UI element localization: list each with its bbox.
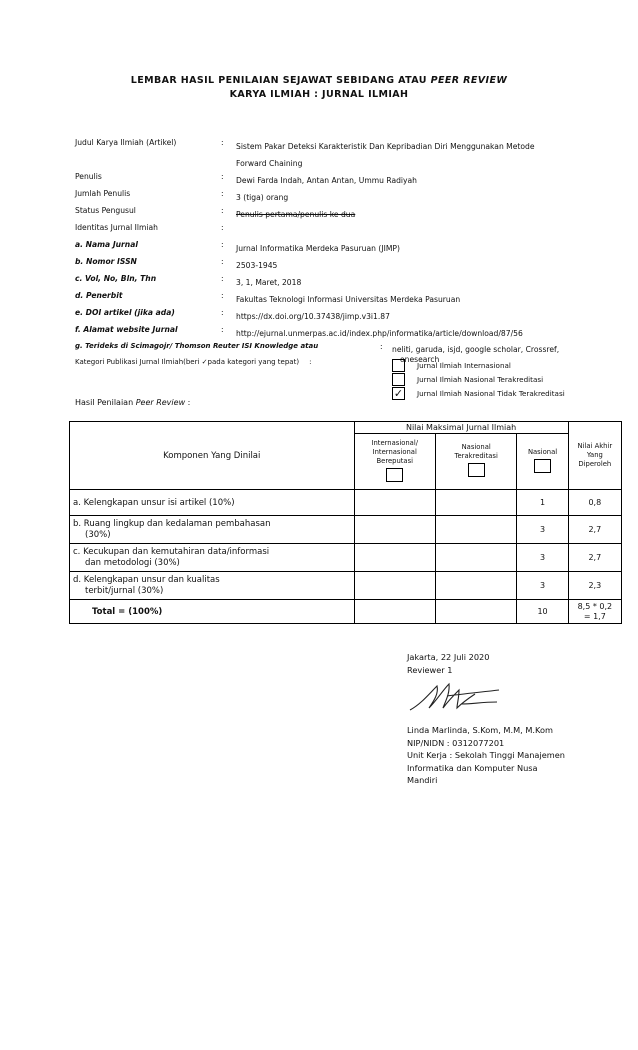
- hasil-prefix: Hasil Penilaian: [75, 398, 136, 407]
- penilaian-table: [69, 421, 622, 624]
- reviewer-unit-2: Informatika dan Komputer Nusa: [407, 762, 538, 773]
- table-total-row: [70, 600, 622, 624]
- col-nasional-terakreditasi-label: Nasional Terakreditasi: [454, 443, 498, 460]
- reviewer-unit-3: Mandiri: [407, 775, 438, 785]
- checkbox-col-nasional[interactable]: [534, 459, 551, 473]
- checkbox-internasional[interactable]: [392, 359, 405, 372]
- kategori-options: [392, 358, 565, 400]
- row-label-1: b. Ruang lingkup dan kedalaman pembahasan: [73, 518, 271, 529]
- info-section: [75, 138, 615, 364]
- place-date: Jakarta, 22 Juli 2020: [407, 652, 490, 662]
- cell-empty: [354, 572, 435, 600]
- kategori-option: [392, 386, 565, 400]
- row-label-2: terbit/jurnal (30%): [85, 585, 164, 596]
- vol-value: 3, 1, Maret, 2018: [236, 278, 302, 287]
- status-label: Status Pengusul: [75, 206, 136, 215]
- row-label: [70, 572, 355, 600]
- alamat-value[interactable]: http://ejurnal.unmerpas.ac.id/index.php/informatika/article/download/87/56: [236, 329, 523, 338]
- checkbox-col-internasional[interactable]: [386, 468, 403, 482]
- col-internasional-label: Internasional/ Internasional Bereputasi: [371, 438, 419, 465]
- row-label-1: d. Kelengkapan unsur dan kualitas: [73, 574, 220, 585]
- alamat-label: f. Alamat website Jurnal: [75, 325, 178, 334]
- doi-label: e. DOI artikel (jika ada): [75, 308, 175, 317]
- table-header-row: [70, 422, 622, 434]
- cell-nasional: 3: [517, 544, 568, 572]
- colon: :: [380, 342, 383, 351]
- signature-top: [407, 651, 489, 676]
- vol-label: c. Vol, No, Bln, Thn: [75, 274, 157, 283]
- row-label: [70, 544, 355, 572]
- total-akhir-1: 8,5 * 0,2: [577, 601, 613, 611]
- kategori-label: [75, 358, 311, 366]
- total-nasional: 10: [517, 600, 568, 624]
- cell-empty: [354, 544, 435, 572]
- row-judul: [75, 138, 615, 172]
- jumlah-value: 3 (tiga) orang: [236, 193, 289, 202]
- row-nama-jurnal: [75, 240, 615, 257]
- cell-akhir: 2,7: [568, 516, 621, 544]
- cell-akhir: 2,3: [568, 572, 621, 600]
- colon: :: [221, 291, 224, 300]
- terindeks-value-1: neliti, garuda, isjd, google scholar, Crossref,: [392, 345, 560, 354]
- penerbit-value: Fakultas Teknologi Informasi Universitas Merdeka Pasuruan: [236, 295, 461, 304]
- status-value: Penulis pertama/penulis ke dua: [236, 210, 356, 219]
- colon: :: [309, 358, 312, 366]
- cell-nasional: 3: [517, 572, 568, 600]
- issn-value: 2503-1945: [236, 261, 278, 270]
- table-row: [70, 490, 622, 516]
- table-row: [70, 516, 622, 544]
- colon: :: [221, 240, 224, 249]
- row-alamat: [75, 325, 615, 342]
- row-vol: [75, 274, 615, 291]
- penulis-label: Penulis: [75, 172, 102, 181]
- cell-empty: [435, 600, 516, 624]
- page-subtitle: KARYA ILMIAH : JURNAL ILMIAH: [229, 89, 409, 100]
- nama-value: Jurnal Informatika Merdeka Pasuruan (JIMP): [236, 244, 400, 253]
- nilai-akhir-header: Nilai Akhir Yang Diperoleh: [568, 422, 621, 490]
- terindeks-value-2: onesearch: [400, 355, 440, 364]
- cell-nasional: 3: [517, 516, 568, 544]
- row-status: [75, 206, 615, 223]
- komponen-header: Komponen Yang Dinilai: [70, 422, 355, 490]
- row-issn: [75, 257, 615, 274]
- nama-label: a. Nama Jurnal: [75, 240, 138, 249]
- colon: :: [221, 325, 224, 334]
- signature-image: [407, 680, 502, 714]
- signature-bottom: [407, 724, 565, 787]
- option-label: Jurnal Ilmiah Nasional Terakreditasi: [417, 374, 544, 384]
- row-label-1: c. Kecukupan dan kemutahiran data/informasi: [73, 546, 270, 557]
- row-jumlah: [75, 189, 615, 206]
- row-doi: [75, 308, 615, 325]
- colon: :: [221, 138, 224, 147]
- row-label-2: (30%): [85, 529, 111, 540]
- terindeks-label: g. Terideks di Scimagojr/ Thomson Reuter ISI Knowledge atau: [75, 342, 319, 350]
- checkbox-col-nasional-terakreditasi[interactable]: [468, 463, 485, 477]
- total-akhir-2: = 1,7: [583, 611, 606, 621]
- judul-value-1: Sistem Pakar Deteksi Karakteristik Dan Kepribadian Diri Menggunakan Metode: [236, 142, 535, 151]
- colon: :: [221, 257, 224, 266]
- colon: :: [221, 274, 224, 283]
- cell-empty: [354, 600, 435, 624]
- cell-empty: [435, 490, 516, 516]
- cell-empty: [435, 544, 516, 572]
- page-title: [0, 75, 638, 86]
- reviewer-name: Linda Marlinda, S.Kom, M.M, M.Kom: [407, 725, 553, 735]
- option-label: Jurnal Ilmiah Nasional Tidak Terakreditasi: [417, 388, 565, 398]
- hasil-suffix: :: [185, 398, 191, 407]
- reviewer-label: Reviewer 1: [407, 664, 453, 675]
- colon: :: [221, 172, 224, 181]
- colon: :: [221, 308, 224, 317]
- cell-empty: [354, 516, 435, 544]
- identitas-label: Identitas Jurnal Ilmiah: [75, 223, 158, 232]
- table-row: [70, 544, 622, 572]
- checkbox-nasional-terakreditasi[interactable]: [392, 373, 405, 386]
- cell-nasional: 1: [517, 490, 568, 516]
- colon: :: [221, 223, 224, 232]
- penulis-value: Dewi Farda Indah, Antan Antan, Ummu Radiyah: [236, 176, 417, 185]
- nilai-max-header: Nilai Maksimal Jurnal Ilmiah: [354, 422, 568, 434]
- cell-empty: [435, 572, 516, 600]
- col-internasional: [354, 434, 435, 490]
- row-label-1: a. Kelengkapan unsur isi artikel (10%): [73, 497, 235, 508]
- kategori-text: Kategori Publikasi Jurnal Ilmiah(beri ✓pada kategori yang tepat): [75, 358, 300, 366]
- checkbox-nasional-tidak-terakreditasi[interactable]: ✓: [393, 386, 404, 400]
- table-row: [70, 572, 622, 600]
- judul-value-2: Forward Chaining: [236, 159, 303, 168]
- reviewer-unit-1: Unit Kerja : Sekolah Tinggi Manajemen: [407, 750, 565, 760]
- hasil-italic: Peer Review: [135, 398, 186, 407]
- colon: :: [221, 206, 224, 215]
- col-nasional: [517, 434, 568, 490]
- judul-value: [236, 138, 615, 172]
- kategori-option: [392, 372, 565, 386]
- col-nasional-label: Nasional: [527, 447, 558, 456]
- total-label: Total = (100%): [70, 600, 355, 624]
- cell-akhir: 0,8: [568, 490, 621, 516]
- cell-akhir: 2,7: [568, 544, 621, 572]
- issn-label: b. Nomor ISSN: [75, 257, 137, 266]
- jumlah-label: Jumlah Penulis: [75, 189, 131, 198]
- penerbit-label: d. Penerbit: [75, 291, 123, 300]
- row-penerbit: [75, 291, 615, 308]
- judul-label: Judul Karya Ilmiah (Artikel): [75, 138, 177, 147]
- row-label: [70, 516, 355, 544]
- reviewer-nip: NIP/NIDN : 0312077201: [407, 737, 505, 748]
- title-italic: PEER REVIEW: [430, 75, 508, 86]
- hasil-heading: [75, 398, 190, 407]
- doi-value[interactable]: https://dx.doi.org/10.37438/jimp.v3i1.87: [236, 312, 390, 321]
- total-akhir: [568, 600, 621, 624]
- colon: :: [221, 189, 224, 198]
- row-label-2: dan metodologi (30%): [85, 557, 180, 568]
- cell-empty: [354, 490, 435, 516]
- row-penulis: [75, 172, 615, 189]
- option-label: Jurnal Ilmiah Internasional: [417, 360, 511, 370]
- kategori-option: [392, 358, 565, 372]
- col-nasional-terakreditasi: [435, 434, 516, 490]
- cell-empty: [435, 516, 516, 544]
- title-line1: LEMBAR HASIL PENILAIAN SEJAWAT SEBIDANG ATAU: [130, 75, 431, 86]
- row-identitas: [75, 223, 615, 240]
- row-label: [70, 490, 355, 516]
